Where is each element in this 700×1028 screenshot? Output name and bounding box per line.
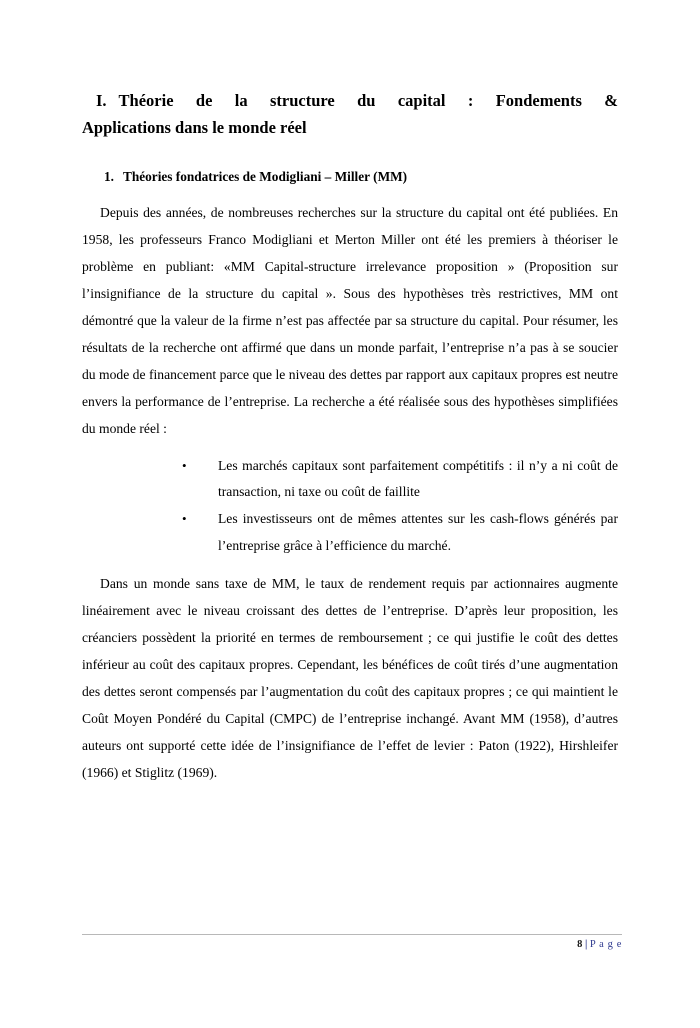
section-heading	[82, 167, 618, 187]
footer-page-label: P a g e	[589, 939, 622, 950]
bullet-icon: •	[182, 511, 187, 527]
page-title-text-line-1: Théorie de la structure du capital : Fondements &	[118, 91, 618, 110]
page-title-numeral: I.	[96, 91, 107, 110]
page-footer	[82, 934, 622, 950]
assumptions-list	[82, 453, 618, 561]
list-item	[182, 453, 618, 507]
bullet-icon: •	[182, 457, 187, 473]
paragraph-2: Dans un monde sans taxe de MM, le taux de rendement requis par actionnaires augmente linéairement avec le niveau croissant des dettes de l’entreprise. D’après leur proposition, les créanciers possèdent la priorité en termes de remboursement ; ce qui justifie le coût des dettes inférieur au coût des capitaux propres. Cependant, les bénéfices de coût tirés d’une augmentation des dettes seront compensés par l’augmentation du coût des capitaux propres ; ce qui maintient le Coût Moyen Pondéré du Capital (CMPC) de l’entreprise inchangé. Avant MM (1958), d’autres auteurs ont supporté cette idée de l’insignifiance de l’effet de levier : Paton (1922), Hirshleifer (1966) et Stiglitz (1969).	[82, 576, 618, 780]
footer-page-indicator	[82, 939, 622, 950]
footer-page-number: 8	[577, 939, 583, 950]
page-title-line-1	[96, 88, 618, 115]
list-item-text: Les investisseurs ont de mêmes attentes sur les cash-flows générés par l’entreprise grâce à l’efficience du marché.	[218, 511, 618, 554]
footer-divider	[82, 934, 622, 935]
list-item	[182, 506, 618, 560]
section-heading-numeral: 1.	[104, 169, 114, 185]
footer-separator: |	[584, 939, 588, 950]
list-item-text: Les marchés capitaux sont parfaitement compétitifs : il n’y a ni coût de transaction, ni taxe ou coût de faillite	[218, 457, 618, 500]
section-heading-text: Théories fondatrices de Modigliani – Miller (MM)	[122, 169, 408, 185]
paragraph-1: Depuis des années, de nombreuses recherches sur la structure du capital ont été publiées. En 1958, les professeurs Franco Modigliani et Merton Miller ont été les premiers à théoriser le problème en publiant: «MM Capital-structure irrelevance proposition » (Proposition sur l’insignifiance de la structure du capital ». Sous des hypothèses très restrictives, MM ont démontré que la valeur de la firme n’est pas affectée par sa structure du capital. Pour résumer, les résultats de la recherche ont affirmé que dans un monde parfait, l’entreprise n’a pas à se soucier du mode de financement parce que le niveau des dettes par rapport aux capitaux propres est neutre envers la performance de l’entreprise. La recherche a été réalisée sous des hypothèses simplifiées du monde réel :	[82, 205, 618, 436]
page-title-text-line-2: Applications dans le monde réel	[82, 117, 307, 137]
page-title	[82, 88, 618, 141]
